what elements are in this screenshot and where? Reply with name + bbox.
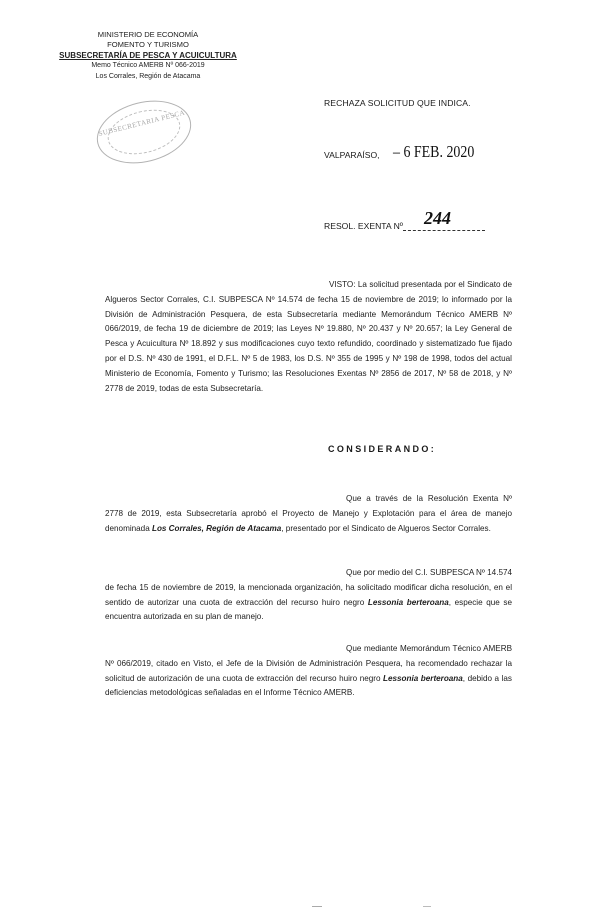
letterhead-area: Los Corrales, Región de Atacama: [95, 72, 201, 80]
considerando-paragraph-1: [105, 492, 512, 536]
letterhead-memo-ref: Memo Técnico AMERB Nº 066-2019: [91, 62, 205, 70]
p1-text-a: Que a través de la Resolución Exenta Nº 2778 de 2019, esta Subsecretaría aprobó el Proyecto de Manejo y Explotación para el área de manejo denominada: [105, 494, 512, 533]
stamp-text: SUBSECRETARIA PESCA: [97, 108, 186, 138]
p3-text-a: Que mediante Memorándum Técnico AMERB Nº 066/2019, citado en Visto, el Jefe de la División de Administración Pesquera, ha recomendado rechazar la solicitud de autorización de una cuota de extracción del recurso huiro negro: [105, 644, 512, 683]
resolution-subject: RECHAZA SOLICITUD QUE INDICA.: [324, 98, 471, 108]
visto-paragraph: [105, 278, 512, 396]
considerando-heading: CONSIDERANDO:: [328, 444, 437, 454]
page-mark: [312, 906, 322, 907]
resolution-number: 244: [424, 208, 451, 228]
p1-text-c: , presentado por el Sindicato de Algueros Sector Corrales.: [281, 523, 491, 533]
p2-species-name: Lessonia berteroana: [367, 597, 449, 607]
resolution-date-stamp: – 6 FEB. 2020: [393, 142, 475, 161]
considerando-paragraph-2: [105, 566, 512, 625]
p3-text-c: , debido a las deficiencias metodológicas señaladas en el Informe Técnico AMERB.: [105, 673, 512, 698]
page-mark-2: [423, 906, 431, 907]
p1-area-name: Los Corrales, Región de Atacama: [151, 523, 282, 533]
p2-text-a: Que por medio del C.I. SUBPESCA Nº 14.574 de fecha 15 de noviembre de 2019, la mencionada organización, ha solicitado modificar dicha resolución, en el sentido de autorizar una cuota de extracción del recurso huiro negro: [105, 568, 513, 607]
p3-species-name: Lessonia berteroana: [383, 673, 463, 683]
resolution-number-line: [403, 230, 485, 231]
official-stamp: [90, 91, 198, 172]
resolution-place: VALPARAÍSO,: [324, 150, 380, 160]
p2-text-c: , especie que se encuentra autorizada en su plan de manejo.: [105, 597, 512, 622]
visto-text: VISTO: La solicitud presentada por el Sindicato de Algueros Sector Corrales, C.I. SUBPESCA Nº 14.574 de fecha 15 de noviembre de 2019; lo informado por la División de Administración Pesquera, de esta Subsecretaría mediante Memorándum Técnico AMERB Nº 066/2019, de fecha 19 de diciembre de 2019; las Leyes Nº 19.880, Nº 20.437 y Nº 20.657; la Ley General de Pesca y Acuicultura Nº 18.892 y sus modificaciones cuyo texto refundido, coordinado y sistematizado fue fijado por el D.S. Nº 430 de 1991, el D.F.L. Nº 5 de 1983, los D.S. Nº 355 de 1995 y Nº 198 de 1998, todos del actual Ministerio de Economía, Fomento y Turismo; las Resoluciones Exentas Nº 2856 de 2017, Nº 58 de 2018, y Nº 2778 de 2019, todas de esta Subsecretaría.: [105, 280, 512, 393]
letterhead: [48, 30, 248, 82]
resolution-number-label: RESOL. EXENTA Nº: [324, 221, 403, 231]
considerando-paragraph-3: [105, 642, 512, 701]
letterhead-ministry-2: FOMENTO Y TURISMO: [107, 40, 189, 50]
letterhead-ministry: MINISTERIO DE ECONOMÍA: [97, 30, 199, 39]
letterhead-undersecretariat: SUBSECRETARÍA DE PESCA Y ACUICULTURA: [59, 50, 237, 60]
